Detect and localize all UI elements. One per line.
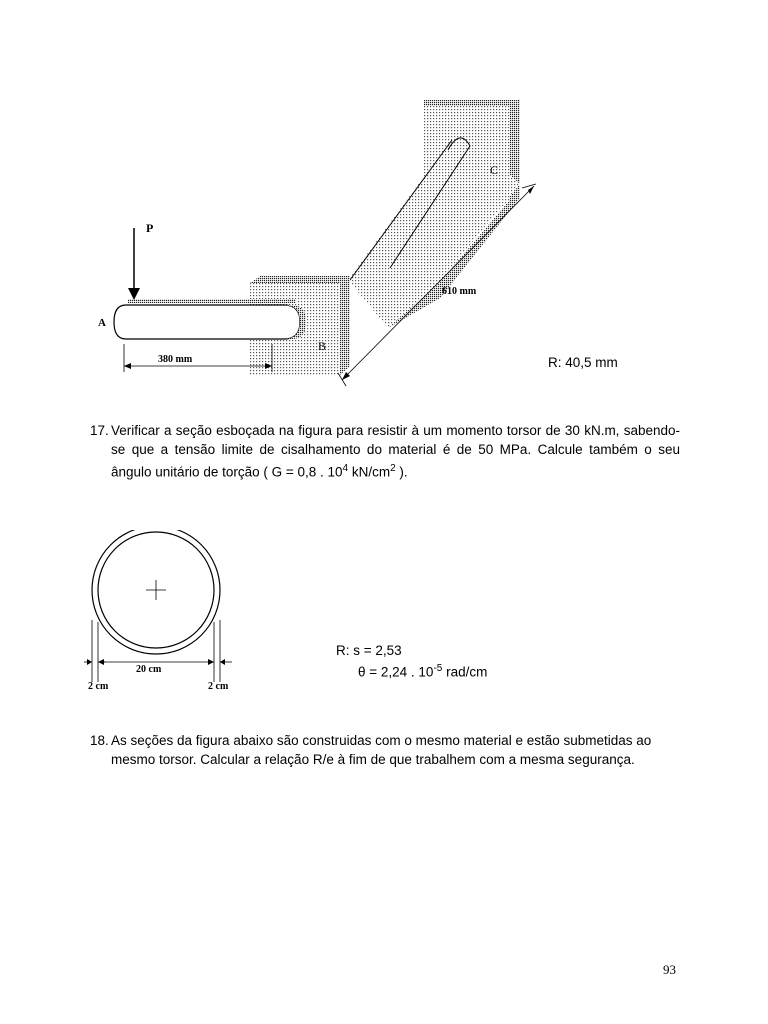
- problem-number: 17.: [90, 423, 109, 438]
- block-b-side: [340, 276, 350, 375]
- problem-17: [90, 421, 680, 481]
- label-p: P: [146, 221, 154, 235]
- answer-16: R: 40,5 mm: [548, 355, 618, 370]
- bracket-drawing: [88, 88, 540, 388]
- problem-18: [90, 731, 680, 771]
- page-number: 93: [663, 962, 676, 977]
- arm-ab-top: [128, 299, 296, 303]
- label-610: 610 mm: [442, 286, 477, 297]
- problem-number: 18.: [90, 733, 109, 748]
- arm-ab: [114, 305, 300, 339]
- figure-hollow-section: [84, 530, 244, 690]
- block-b-top: [250, 276, 350, 283]
- label-2cm-left: 2 cm: [88, 681, 109, 690]
- label-b: B: [318, 339, 327, 353]
- answer-17-line1: R: s = 2,53: [336, 643, 402, 658]
- label-2cm-right: 2 cm: [208, 681, 229, 690]
- label-380: 380 mm: [158, 354, 193, 365]
- label-c: C: [490, 163, 499, 177]
- problem-text: As seções da figura abaixo são construidas com o mesmo material e estão submetidas ao mesmo torsor. Calcular a relação R/e à fim de que trabalhem com a mesma segurança.: [111, 733, 652, 767]
- label-a: A: [98, 317, 106, 329]
- answer-17-line2: θ = 2,24 . $10^{-5}$ rad/cm: [358, 663, 488, 680]
- hollow-section-drawing: [84, 530, 244, 690]
- problem-text: Verificar a seção esboçada na figura para resistir à um momento torsor de 30 kN.m, sabendo-se que a tensão limite de cisalhamento do material é de 50 MPa. Calcule também o seu ângulo unitário de torção ( G = 0,8 . $10^4$ $kN/cm^2$ ).: [111, 423, 680, 480]
- figure-bracket: [88, 88, 540, 388]
- label-20cm: 20 cm: [136, 664, 162, 675]
